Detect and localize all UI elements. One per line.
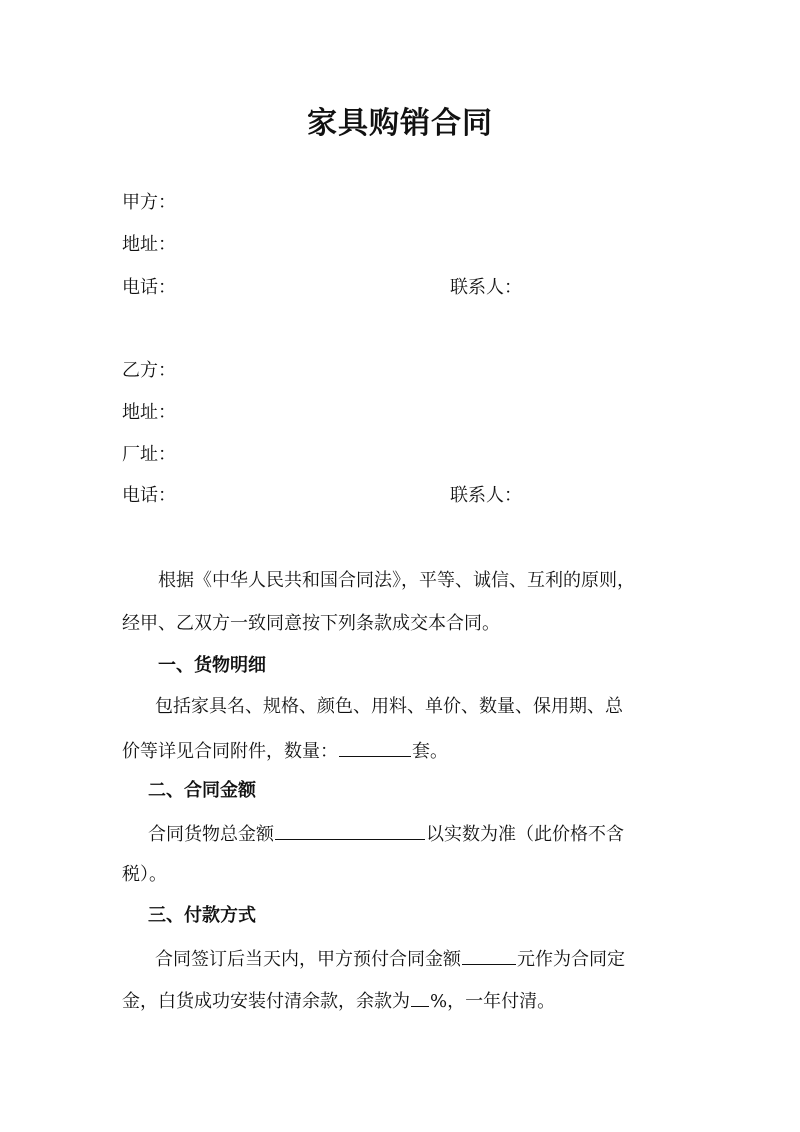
- section-3-line-2: [122, 988, 555, 1014]
- quantity-blank: [339, 738, 411, 757]
- section-2-line-2: 税）。: [122, 864, 167, 885]
- section-3-line-1: [155, 946, 625, 972]
- deposit-amount-blank: [462, 946, 516, 965]
- section-2-line-1: [148, 821, 624, 847]
- section-3-line-2-suffix: %，一年付清。: [430, 991, 556, 1012]
- party-b-name-label: 乙方：: [122, 360, 176, 381]
- section-1-line-2-text: 价等详见合同附件，数量：: [122, 741, 338, 762]
- section-1-line-1: 包括家具名、规格、颜色、用料、单价、数量、保用期、总: [155, 696, 623, 717]
- section-2-line-1-suffix: 以实数为准（此价格不含: [426, 824, 624, 845]
- preamble-line-1: 根据《中华人民共和国合同法》，平等、诚信、互利的原则，: [158, 570, 635, 591]
- section-1-line-2: [122, 738, 448, 764]
- section-1-heading: 一、货物明细: [158, 655, 266, 676]
- party-a-contact-label: 联系人：: [450, 277, 522, 298]
- party-b-address-label: 地址：: [122, 402, 176, 423]
- section-3-line-1-suffix: 元作为合同定: [517, 949, 625, 970]
- preamble-line-2: 经甲、乙双方一致同意按下列条款成交本合同。: [122, 613, 500, 634]
- party-b-phone-label: 电话：: [122, 485, 176, 506]
- section-3-line-1-text: 合同签订后当天内，甲方预付合同金额: [155, 949, 461, 970]
- total-amount-blank: [275, 821, 425, 840]
- section-2-line-1-text: 合同货物总金额: [148, 824, 274, 845]
- party-b-contact-label: 联系人：: [450, 485, 522, 506]
- page-title: 家具购销合同: [307, 106, 493, 141]
- party-a-address-label: 地址：: [122, 234, 176, 255]
- section-3-line-2-text: 金，白货成功安装付清余款，余款为: [122, 991, 410, 1012]
- section-3-heading: 三、付款方式: [148, 905, 256, 926]
- balance-percent-blank: [411, 988, 429, 1007]
- section-2-heading: 二、合同金额: [148, 780, 256, 801]
- section-1-line-2-suffix: 套。: [412, 741, 448, 762]
- party-a-phone-label: 电话：: [122, 277, 176, 298]
- party-b-factory-label: 厂址：: [122, 444, 176, 465]
- party-a-name-label: 甲方：: [122, 192, 176, 213]
